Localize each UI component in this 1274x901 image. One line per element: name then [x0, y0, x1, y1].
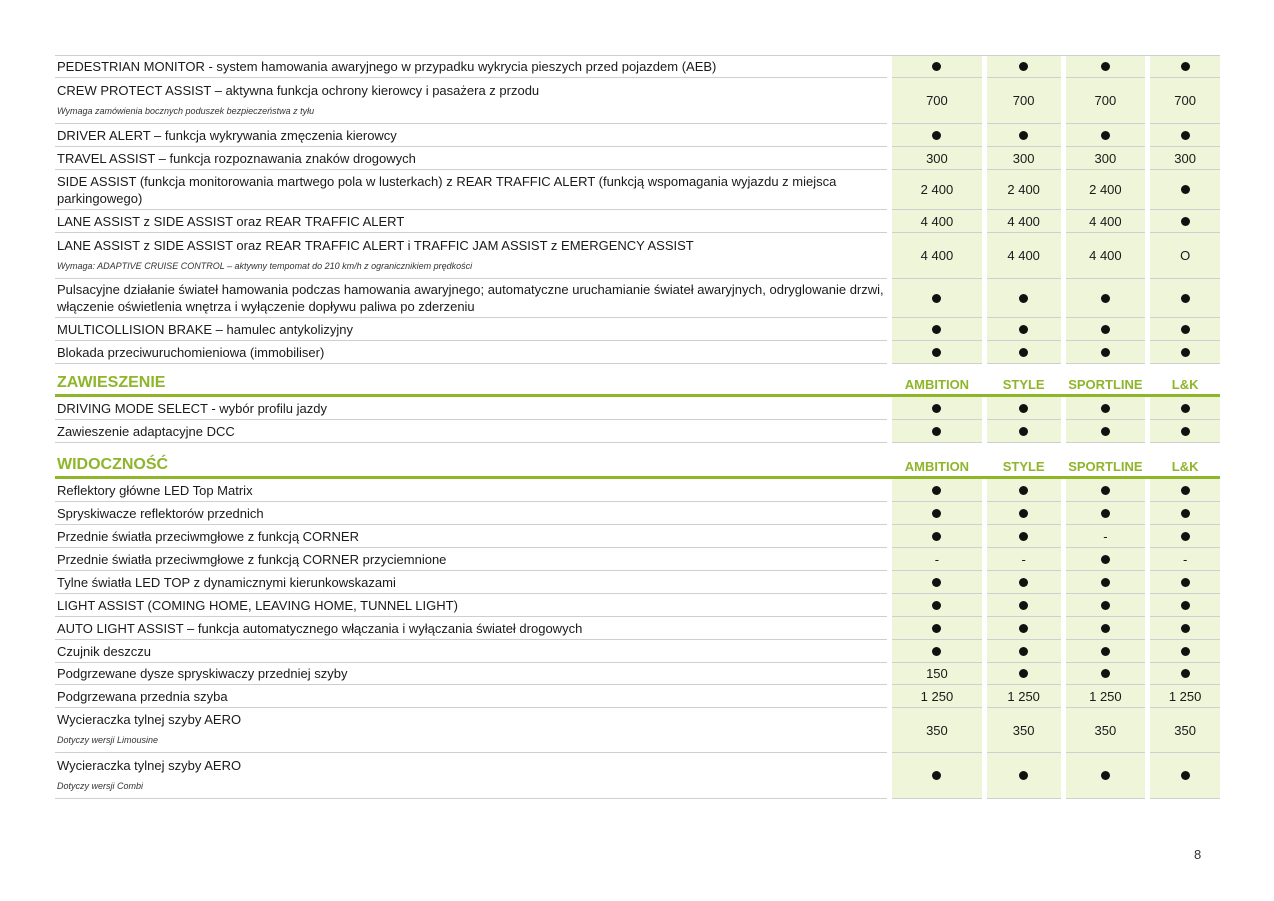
- column-header: STYLE: [1002, 459, 1045, 474]
- value-cell: [1066, 640, 1146, 663]
- value-cell: [1066, 548, 1146, 571]
- value-cell: [892, 233, 982, 279]
- feature-cell: [55, 708, 887, 753]
- value-cell: [892, 420, 982, 443]
- value-text: 1 250: [920, 688, 954, 704]
- feature-label: LANE ASSIST z SIDE ASSIST oraz REAR TRAFFIC ALERT: [57, 213, 405, 229]
- feature-label: PEDESTRIAN MONITOR - system hamowania awaryjnego w przypadku wykrycia pieszych przed pojazdem (AEB): [57, 59, 717, 74]
- feature-label: Zawieszenie adaptacyjne DCC: [57, 423, 235, 439]
- table-row: [55, 753, 1220, 799]
- value-cell: [892, 78, 982, 124]
- feature-label: Czujnik deszczu: [57, 643, 151, 659]
- value-cell: [892, 210, 982, 233]
- table-row: [55, 233, 1220, 279]
- feature-cell: [55, 318, 887, 341]
- standard-bullet-icon: [1181, 217, 1190, 226]
- standard-bullet-icon: [1181, 578, 1190, 587]
- standard-bullet-icon: [1101, 509, 1110, 518]
- value-cell: [1066, 685, 1146, 708]
- feature-cell: [55, 147, 887, 170]
- standard-bullet-icon: [1019, 601, 1028, 610]
- standard-bullet-icon: [1181, 325, 1190, 334]
- value-cell: [1150, 663, 1220, 685]
- standard-bullet-icon: [1181, 62, 1190, 71]
- table-row: [55, 124, 1220, 147]
- value-cell: [892, 594, 982, 617]
- value-cell: [987, 318, 1061, 341]
- standard-bullet-icon: [932, 404, 941, 413]
- column-header: L&K: [1171, 459, 1199, 474]
- section-header: [55, 364, 1220, 397]
- value-cell: [1066, 753, 1146, 799]
- value-cell: [892, 397, 982, 420]
- standard-bullet-icon: [932, 771, 941, 780]
- value-text: O: [1180, 248, 1191, 263]
- value-cell: [892, 663, 982, 685]
- value-cell: [987, 210, 1061, 233]
- value-text: 2 400: [1089, 182, 1122, 197]
- standard-bullet-icon: [932, 647, 941, 656]
- value-cell: [892, 147, 982, 170]
- value-cell: [892, 341, 982, 364]
- column-header: AMBITION: [904, 377, 970, 392]
- feature-cell: [55, 56, 887, 78]
- value-cell: [892, 640, 982, 663]
- feature-label: TRAVEL ASSIST – funkcja rozpoznawania znaków drogowych: [57, 150, 416, 166]
- standard-bullet-icon: [1101, 62, 1110, 71]
- table-row: [55, 78, 1220, 124]
- value-cell: [892, 56, 982, 78]
- value-cell: [987, 502, 1061, 525]
- standard-bullet-icon: [1019, 578, 1028, 587]
- value-cell: [1150, 397, 1220, 420]
- value-cell: [1150, 279, 1220, 318]
- standard-bullet-icon: [932, 532, 941, 541]
- standard-bullet-icon: [932, 509, 941, 518]
- value-cell: [1150, 56, 1220, 78]
- value-text: -: [1182, 551, 1188, 567]
- standard-bullet-icon: [932, 348, 941, 357]
- value-text: 350: [926, 722, 948, 738]
- value-cell: [987, 78, 1061, 124]
- value-cell: [892, 318, 982, 341]
- standard-bullet-icon: [1019, 669, 1028, 678]
- standard-bullet-icon: [1019, 348, 1028, 357]
- table-row: [55, 685, 1220, 708]
- value-cell: [1066, 663, 1146, 685]
- value-cell: [1150, 525, 1220, 548]
- standard-bullet-icon: [1181, 185, 1190, 194]
- value-text: 150: [926, 666, 948, 681]
- standard-bullet-icon: [932, 325, 941, 334]
- value-cell: [1150, 685, 1220, 708]
- feature-cell: [55, 479, 887, 502]
- value-cell: [892, 708, 982, 753]
- table-row: [55, 279, 1220, 318]
- table-row: [55, 663, 1220, 685]
- table-row: [55, 502, 1220, 525]
- feature-label: Wycieraczka tylnej szyby AERO: [57, 757, 242, 773]
- value-cell: [1066, 78, 1146, 124]
- value-cell: [1150, 594, 1220, 617]
- value-text: 300: [926, 150, 948, 166]
- standard-bullet-icon: [1019, 62, 1028, 71]
- table-row: [55, 479, 1220, 502]
- feature-cell: [55, 210, 887, 233]
- value-cell: [987, 397, 1061, 420]
- feature-label: Wycieraczka tylnej szyby AERO: [57, 712, 242, 727]
- value-cell: [987, 56, 1061, 78]
- table-row: [55, 318, 1220, 341]
- value-cell: [1150, 640, 1220, 663]
- standard-bullet-icon: [1019, 771, 1028, 780]
- value-cell: [1066, 279, 1146, 318]
- value-cell: [1066, 210, 1146, 233]
- value-cell: [987, 548, 1061, 571]
- standard-bullet-icon: [1181, 294, 1190, 303]
- table-row: [55, 147, 1220, 170]
- value-cell: [892, 571, 982, 594]
- value-text: 1 250: [1089, 688, 1122, 704]
- feature-label: Podgrzewana przednia szyba: [57, 688, 228, 704]
- value-cell: [1150, 78, 1220, 124]
- value-text: -: [1103, 528, 1108, 544]
- standard-bullet-icon: [1019, 624, 1028, 633]
- standard-bullet-icon: [1101, 647, 1110, 656]
- table-row: [55, 420, 1220, 443]
- value-cell: [987, 663, 1061, 685]
- standard-bullet-icon: [1181, 427, 1190, 436]
- standard-bullet-icon: [1101, 131, 1110, 140]
- table-row: [55, 397, 1220, 420]
- value-cell: [892, 685, 982, 708]
- feature-label: Reflektory główne LED Top Matrix: [57, 482, 253, 498]
- value-cell: [1066, 318, 1146, 341]
- standard-bullet-icon: [1101, 427, 1110, 436]
- feature-label: Blokada przeciwuruchomieniowa (immobiliser): [57, 344, 325, 360]
- standard-bullet-icon: [932, 578, 941, 587]
- standard-bullet-icon: [1181, 532, 1190, 541]
- value-text: 700: [1094, 93, 1117, 108]
- value-text: 4 400: [1089, 248, 1122, 263]
- feature-label: AUTO LIGHT ASSIST – funkcja automatycznego włączania i wyłączania świateł drogowych: [57, 620, 583, 636]
- standard-bullet-icon: [1019, 509, 1028, 518]
- feature-label: Przednie światła przeciwmgłowe z funkcją CORNER: [57, 528, 359, 544]
- page-number: 8: [1194, 847, 1202, 862]
- standard-bullet-icon: [1101, 624, 1110, 633]
- standard-bullet-icon: [932, 62, 941, 71]
- value-text: -: [934, 551, 940, 567]
- value-cell: [1066, 571, 1146, 594]
- standard-bullet-icon: [1181, 509, 1190, 518]
- value-cell: [1066, 594, 1146, 617]
- value-text: 700: [1012, 93, 1035, 108]
- feature-cell: [55, 420, 887, 443]
- table-row: [55, 525, 1220, 548]
- value-cell: [1066, 525, 1146, 548]
- table-row: [55, 548, 1220, 571]
- table-row: [55, 210, 1220, 233]
- standard-bullet-icon: [1019, 532, 1028, 541]
- column-header: L&K: [1171, 377, 1199, 392]
- feature-label: LANE ASSIST z SIDE ASSIST oraz REAR TRAFFIC ALERT i TRAFFIC JAM ASSIST z EMERGENCY ASSIST: [57, 237, 694, 253]
- value-cell: [987, 640, 1061, 663]
- feature-cell: [55, 525, 887, 548]
- value-cell: [1150, 548, 1220, 571]
- table-row: [55, 594, 1220, 617]
- value-cell: [1066, 502, 1146, 525]
- standard-bullet-icon: [1101, 601, 1110, 610]
- value-text: 4 400: [920, 248, 954, 263]
- standard-bullet-icon: [1019, 486, 1028, 495]
- value-cell: [987, 233, 1061, 279]
- value-cell: [987, 571, 1061, 594]
- value-text: 4 400: [1007, 213, 1040, 229]
- feature-cell: [55, 341, 887, 364]
- standard-bullet-icon: [1181, 669, 1190, 678]
- feature-label: CREW PROTECT ASSIST – aktywna funkcja ochrony kierowcy i pasażera z przodu: [57, 82, 540, 98]
- standard-bullet-icon: [1181, 131, 1190, 140]
- value-cell: [987, 170, 1061, 210]
- value-cell: [1150, 753, 1220, 799]
- value-cell: [987, 617, 1061, 640]
- feature-label: Pulsacyjne działanie świateł hamowania podczas hamowania awaryjnego; automatyczne uruchamianie świateł awaryjnych, odryglowanie drzwi, włączenie oświetlenia wnętrza i wyłączenie dopływu paliwa po zderzeniu: [57, 282, 884, 314]
- standard-bullet-icon: [1101, 294, 1110, 303]
- value-cell: [1150, 233, 1220, 279]
- value-cell: [892, 479, 982, 502]
- value-cell: [1066, 56, 1146, 78]
- feature-note: Wymaga zamówienia bocznych poduszek bezpieczeństwa z tyłu: [57, 105, 315, 116]
- feature-cell: [55, 548, 887, 571]
- value-cell: [892, 124, 982, 147]
- standard-bullet-icon: [1181, 486, 1190, 495]
- value-text: 2 400: [1007, 182, 1040, 197]
- value-cell: [1066, 617, 1146, 640]
- feature-cell: [55, 78, 887, 124]
- value-text: 350: [1174, 722, 1196, 738]
- feature-cell: [55, 233, 887, 279]
- value-text: 300: [1094, 150, 1117, 166]
- value-cell: [987, 685, 1061, 708]
- feature-label: LIGHT ASSIST (COMING HOME, LEAVING HOME, TUNNEL LIGHT): [57, 597, 458, 613]
- standard-bullet-icon: [932, 624, 941, 633]
- standard-bullet-icon: [1019, 647, 1028, 656]
- feature-label: MULTICOLLISION BRAKE – hamulec antykolizyjny: [57, 321, 353, 337]
- standard-bullet-icon: [1181, 601, 1190, 610]
- standard-bullet-icon: [932, 131, 941, 140]
- value-cell: [1150, 420, 1220, 443]
- standard-bullet-icon: [1181, 647, 1190, 656]
- table-row: [55, 341, 1220, 364]
- feature-label: DRIVING MODE SELECT - wybór profilu jazdy: [57, 400, 327, 416]
- table-row: [55, 571, 1220, 594]
- feature-cell: [55, 571, 887, 594]
- feature-cell: [55, 124, 887, 147]
- feature-note: Dotyczy wersji Combi: [57, 780, 144, 791]
- value-cell: [892, 753, 982, 799]
- standard-bullet-icon: [1019, 131, 1028, 140]
- feature-label: Spryskiwacze reflektorów przednich: [57, 505, 264, 521]
- value-cell: [1150, 617, 1220, 640]
- section-header: [55, 443, 1220, 479]
- value-cell: [1066, 479, 1146, 502]
- value-cell: [1066, 341, 1146, 364]
- feature-cell: [55, 279, 887, 318]
- value-cell: [1066, 124, 1146, 147]
- value-cell: [987, 420, 1061, 443]
- value-cell: [1066, 170, 1146, 210]
- value-cell: [892, 502, 982, 525]
- value-cell: [987, 525, 1061, 548]
- column-header: STYLE: [1002, 377, 1045, 392]
- value-cell: [1066, 708, 1146, 753]
- feature-label: Tylne światła LED TOP z dynamicznymi kierunkowskazami: [57, 574, 396, 590]
- value-cell: [1150, 502, 1220, 525]
- standard-bullet-icon: [1101, 578, 1110, 587]
- value-cell: [1150, 341, 1220, 364]
- standard-bullet-icon: [1181, 624, 1190, 633]
- feature-cell: [55, 663, 887, 685]
- table-row: [55, 170, 1220, 210]
- value-text: -: [1021, 551, 1026, 567]
- value-text: 700: [1174, 93, 1196, 108]
- value-cell: [987, 147, 1061, 170]
- standard-bullet-icon: [1101, 669, 1110, 678]
- value-cell: [1066, 147, 1146, 170]
- value-cell: [1150, 210, 1220, 233]
- feature-cell: [55, 640, 887, 663]
- value-text: 300: [1174, 150, 1196, 166]
- value-text: 700: [926, 93, 948, 108]
- standard-bullet-icon: [1019, 427, 1028, 436]
- standard-bullet-icon: [932, 486, 941, 495]
- table-row: [55, 640, 1220, 663]
- standard-bullet-icon: [1101, 771, 1110, 780]
- value-text: 1 250: [1007, 688, 1040, 704]
- standard-bullet-icon: [1101, 404, 1110, 413]
- value-text: 350: [1094, 722, 1117, 738]
- value-cell: [892, 548, 982, 571]
- standard-bullet-icon: [932, 294, 941, 303]
- standard-bullet-icon: [932, 601, 941, 610]
- spec-table: [55, 56, 1220, 799]
- table-row: [55, 708, 1220, 753]
- value-cell: [987, 341, 1061, 364]
- feature-cell: [55, 594, 887, 617]
- value-cell: [1150, 124, 1220, 147]
- value-cell: [1150, 571, 1220, 594]
- feature-label: DRIVER ALERT – funkcja wykrywania zmęczenia kierowcy: [57, 127, 397, 143]
- standard-bullet-icon: [1019, 325, 1028, 334]
- feature-note: Wymaga: ADAPTIVE CRUISE CONTROL – aktywny tempomat do 210 km/h z ogranicznikiem prędkości: [57, 260, 473, 271]
- value-cell: [1150, 147, 1220, 170]
- value-text: 1 250: [1168, 688, 1202, 704]
- section-title: ZAWIESZENIE: [57, 374, 166, 391]
- feature-label: Przednie światła przeciwmgłowe z funkcją CORNER przyciemnione: [57, 551, 447, 567]
- value-cell: [1150, 170, 1220, 210]
- value-cell: [892, 170, 982, 210]
- feature-note: Dotyczy wersji Limousine: [57, 735, 159, 745]
- value-cell: [892, 279, 982, 318]
- feature-cell: [55, 753, 887, 799]
- value-cell: [1150, 479, 1220, 502]
- table-row: [55, 56, 1220, 78]
- value-cell: [1150, 708, 1220, 753]
- value-cell: [987, 594, 1061, 617]
- value-text: 2 400: [920, 182, 954, 197]
- value-cell: [987, 479, 1061, 502]
- standard-bullet-icon: [1019, 294, 1028, 303]
- value-cell: [987, 124, 1061, 147]
- standard-bullet-icon: [1101, 348, 1110, 357]
- value-text: 350: [1012, 722, 1035, 738]
- value-cell: [1066, 397, 1146, 420]
- feature-cell: [55, 502, 887, 525]
- feature-cell: [55, 685, 887, 708]
- feature-cell: [55, 617, 887, 640]
- section-title: WIDOCZNOŚĆ: [57, 456, 169, 473]
- value-cell: [1066, 233, 1146, 279]
- feature-label: SIDE ASSIST (funkcja monitorowania martwego pola w lusterkach) z REAR TRAFFIC ALERT (funkcją wspomagania wyjazdu z miejsca parkingowego): [57, 173, 837, 206]
- standard-bullet-icon: [932, 427, 941, 436]
- value-cell: [1066, 420, 1146, 443]
- standard-bullet-icon: [1101, 486, 1110, 495]
- standard-bullet-icon: [1101, 325, 1110, 334]
- feature-label: Podgrzewane dysze spryskiwaczy przedniej szyby: [57, 666, 348, 681]
- standard-bullet-icon: [1181, 771, 1190, 780]
- standard-bullet-icon: [1181, 404, 1190, 413]
- standard-bullet-icon: [1181, 348, 1190, 357]
- column-header: SPORTLINE: [1068, 377, 1143, 392]
- value-cell: [987, 708, 1061, 753]
- column-header: AMBITION: [904, 459, 970, 474]
- value-cell: [987, 279, 1061, 318]
- value-text: 4 400: [1089, 213, 1122, 229]
- feature-cell: [55, 397, 887, 420]
- standard-bullet-icon: [1101, 555, 1110, 564]
- value-cell: [987, 753, 1061, 799]
- feature-cell: [55, 170, 887, 210]
- value-cell: [892, 525, 982, 548]
- column-header: SPORTLINE: [1068, 459, 1143, 474]
- value-text: 4 400: [920, 213, 954, 229]
- value-text: 4 400: [1007, 248, 1040, 263]
- value-text: 300: [1012, 150, 1035, 166]
- value-cell: [1150, 318, 1220, 341]
- value-cell: [892, 617, 982, 640]
- table-row: [55, 617, 1220, 640]
- standard-bullet-icon: [1019, 404, 1028, 413]
